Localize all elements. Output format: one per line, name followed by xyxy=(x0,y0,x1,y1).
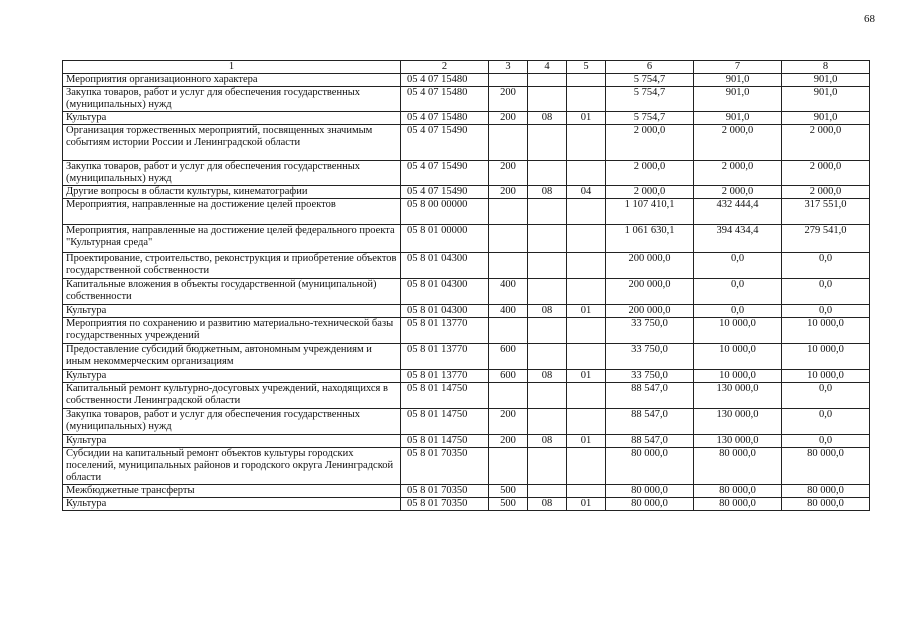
row-section-cell xyxy=(528,318,567,344)
table-row xyxy=(63,344,870,370)
row-value-cell: 80 000,0 xyxy=(782,448,870,485)
row-subsection-cell: 01 xyxy=(567,305,606,318)
row-value-cell: 200 000,0 xyxy=(606,253,694,279)
row-subsection-cell xyxy=(567,125,606,161)
row-value-cell: 0,0 xyxy=(782,409,870,435)
row-subsection-cell: 01 xyxy=(567,370,606,383)
row-value-cell: 0,0 xyxy=(782,253,870,279)
table-row xyxy=(63,199,870,225)
row-name-cell: Мероприятия, направленные на достижение целей федерального проекта "Культурная среда" xyxy=(63,225,401,253)
column-header: 5 xyxy=(567,61,606,74)
table-row xyxy=(63,448,870,485)
row-code-cell: 05 8 01 04300 xyxy=(401,305,489,318)
row-value-cell: 80 000,0 xyxy=(782,498,870,511)
row-section-cell xyxy=(528,279,567,305)
row-type-cell xyxy=(489,383,528,409)
row-subsection-cell xyxy=(567,253,606,279)
row-type-cell xyxy=(489,318,528,344)
row-value-cell: 10 000,0 xyxy=(782,344,870,370)
row-value-cell: 901,0 xyxy=(782,87,870,112)
row-value-cell: 5 754,7 xyxy=(606,74,694,87)
row-value-cell: 80 000,0 xyxy=(606,448,694,485)
row-name-cell: Предоставление субсидий бюджетным, автономным учреждениям и иным некоммерческим организациям xyxy=(63,344,401,370)
row-value-cell: 33 750,0 xyxy=(606,370,694,383)
row-value-cell: 1 061 630,1 xyxy=(606,225,694,253)
row-value-cell: 5 754,7 xyxy=(606,112,694,125)
row-value-cell: 0,0 xyxy=(782,383,870,409)
row-value-cell: 2 000,0 xyxy=(694,161,782,186)
row-value-cell: 432 444,4 xyxy=(694,199,782,225)
row-section-cell xyxy=(528,448,567,485)
table-row xyxy=(63,305,870,318)
row-name-cell: Закупка товаров, работ и услуг для обеспечения государственных (муниципальных) нужд xyxy=(63,409,401,435)
column-header: 3 xyxy=(489,61,528,74)
row-code-cell: 05 4 07 15480 xyxy=(401,112,489,125)
row-subsection-cell xyxy=(567,279,606,305)
row-value-cell: 394 434,4 xyxy=(694,225,782,253)
row-section-cell: 08 xyxy=(528,112,567,125)
row-name-cell: Мероприятия организационного характера xyxy=(63,74,401,87)
row-value-cell: 130 000,0 xyxy=(694,435,782,448)
row-value-cell: 0,0 xyxy=(694,253,782,279)
row-value-cell: 901,0 xyxy=(782,112,870,125)
row-code-cell: 05 8 01 14750 xyxy=(401,435,489,448)
row-subsection-cell: 04 xyxy=(567,186,606,199)
row-value-cell: 2 000,0 xyxy=(694,125,782,161)
row-section-cell xyxy=(528,161,567,186)
row-section-cell xyxy=(528,485,567,498)
row-type-cell xyxy=(489,74,528,87)
row-name-cell: Проектирование, строительство, реконструкция и приобретение объектов государственной собственности xyxy=(63,253,401,279)
row-type-cell: 200 xyxy=(489,112,528,125)
budget-table xyxy=(62,60,870,511)
row-type-cell: 200 xyxy=(489,87,528,112)
row-subsection-cell: 01 xyxy=(567,435,606,448)
row-section-cell: 08 xyxy=(528,305,567,318)
row-type-cell: 200 xyxy=(489,409,528,435)
row-name-cell: Капитальные вложения в объекты государственной (муниципальной) собственности xyxy=(63,279,401,305)
row-value-cell: 10 000,0 xyxy=(694,370,782,383)
row-subsection-cell xyxy=(567,448,606,485)
table-row xyxy=(63,383,870,409)
row-code-cell: 05 8 01 14750 xyxy=(401,383,489,409)
table-row xyxy=(63,485,870,498)
row-section-cell xyxy=(528,199,567,225)
column-header: 8 xyxy=(782,61,870,74)
row-code-cell: 05 8 01 14750 xyxy=(401,409,489,435)
table-row xyxy=(63,87,870,112)
row-subsection-cell: 01 xyxy=(567,498,606,511)
row-value-cell: 5 754,7 xyxy=(606,87,694,112)
row-name-cell: Мероприятия по сохранению и развитию материально-технической базы государственных учреждений xyxy=(63,318,401,344)
row-value-cell: 80 000,0 xyxy=(694,498,782,511)
row-value-cell: 2 000,0 xyxy=(782,186,870,199)
row-section-cell xyxy=(528,409,567,435)
row-name-cell: Капитальный ремонт культурно-досуговых учреждений, находящихся в собственности Ленинградской области xyxy=(63,383,401,409)
row-subsection-cell xyxy=(567,383,606,409)
row-type-cell: 500 xyxy=(489,498,528,511)
row-value-cell: 130 000,0 xyxy=(694,409,782,435)
row-name-cell: Закупка товаров, работ и услуг для обеспечения государственных (муниципальных) нужд xyxy=(63,87,401,112)
row-code-cell: 05 4 07 15480 xyxy=(401,74,489,87)
row-type-cell: 400 xyxy=(489,305,528,318)
row-name-cell: Межбюджетные трансферты xyxy=(63,485,401,498)
table-row xyxy=(63,370,870,383)
row-type-cell: 500 xyxy=(489,485,528,498)
row-section-cell xyxy=(528,344,567,370)
page-number: 68 xyxy=(864,13,875,25)
row-value-cell: 0,0 xyxy=(782,305,870,318)
row-value-cell: 2 000,0 xyxy=(606,161,694,186)
row-code-cell: 05 8 01 13770 xyxy=(401,344,489,370)
row-code-cell: 05 8 01 13770 xyxy=(401,370,489,383)
column-header: 1 xyxy=(63,61,401,74)
row-value-cell: 901,0 xyxy=(694,87,782,112)
row-subsection-cell xyxy=(567,199,606,225)
row-value-cell: 88 547,0 xyxy=(606,383,694,409)
row-subsection-cell xyxy=(567,485,606,498)
row-code-cell: 05 8 01 70350 xyxy=(401,498,489,511)
row-name-cell: Субсидии на капитальный ремонт объектов культуры городских поселений, муниципальных районов и городского округа Ленинградской области xyxy=(63,448,401,485)
row-code-cell: 05 8 01 00000 xyxy=(401,225,489,253)
row-value-cell: 0,0 xyxy=(782,435,870,448)
row-code-cell: 05 8 01 70350 xyxy=(401,485,489,498)
row-value-cell: 200 000,0 xyxy=(606,305,694,318)
row-value-cell: 2 000,0 xyxy=(782,125,870,161)
row-value-cell: 901,0 xyxy=(782,74,870,87)
row-subsection-cell: 01 xyxy=(567,112,606,125)
row-name-cell: Культура xyxy=(63,305,401,318)
row-section-cell xyxy=(528,87,567,112)
row-type-cell xyxy=(489,225,528,253)
row-value-cell: 2 000,0 xyxy=(694,186,782,199)
column-header: 4 xyxy=(528,61,567,74)
row-value-cell: 279 541,0 xyxy=(782,225,870,253)
row-value-cell: 317 551,0 xyxy=(782,199,870,225)
row-value-cell: 1 107 410,1 xyxy=(606,199,694,225)
row-value-cell: 88 547,0 xyxy=(606,435,694,448)
row-value-cell: 2 000,0 xyxy=(606,125,694,161)
row-name-cell: Культура xyxy=(63,435,401,448)
row-subsection-cell xyxy=(567,225,606,253)
row-type-cell: 400 xyxy=(489,279,528,305)
row-code-cell: 05 8 00 00000 xyxy=(401,199,489,225)
table-row xyxy=(63,125,870,161)
row-value-cell: 901,0 xyxy=(694,74,782,87)
table-row xyxy=(63,279,870,305)
row-name-cell: Закупка товаров, работ и услуг для обеспечения государственных (муниципальных) нужд xyxy=(63,161,401,186)
column-header: 2 xyxy=(401,61,489,74)
row-value-cell: 88 547,0 xyxy=(606,409,694,435)
row-subsection-cell xyxy=(567,409,606,435)
row-code-cell: 05 4 07 15490 xyxy=(401,125,489,161)
row-value-cell: 200 000,0 xyxy=(606,279,694,305)
row-section-cell xyxy=(528,383,567,409)
column-header: 7 xyxy=(694,61,782,74)
row-value-cell: 80 000,0 xyxy=(782,485,870,498)
row-name-cell: Организация торжественных мероприятий, посвященных значимым событиям истории России и Ленинградской области xyxy=(63,125,401,161)
row-type-cell xyxy=(489,199,528,225)
row-value-cell: 33 750,0 xyxy=(606,318,694,344)
row-type-cell: 200 xyxy=(489,161,528,186)
row-code-cell: 05 8 01 70350 xyxy=(401,448,489,485)
row-type-cell: 600 xyxy=(489,344,528,370)
table-row xyxy=(63,74,870,87)
row-value-cell: 0,0 xyxy=(694,305,782,318)
row-type-cell xyxy=(489,448,528,485)
row-value-cell: 10 000,0 xyxy=(782,318,870,344)
row-name-cell: Другие вопросы в области культуры, кинематографии xyxy=(63,186,401,199)
table-row xyxy=(63,161,870,186)
row-name-cell: Культура xyxy=(63,112,401,125)
column-header: 6 xyxy=(606,61,694,74)
table-row xyxy=(63,253,870,279)
row-type-cell: 200 xyxy=(489,435,528,448)
row-subsection-cell xyxy=(567,318,606,344)
row-section-cell xyxy=(528,74,567,87)
row-subsection-cell xyxy=(567,87,606,112)
row-section-cell: 08 xyxy=(528,186,567,199)
table-row xyxy=(63,498,870,511)
row-value-cell: 2 000,0 xyxy=(782,161,870,186)
row-code-cell: 05 4 07 15480 xyxy=(401,87,489,112)
row-value-cell: 80 000,0 xyxy=(694,448,782,485)
table-row xyxy=(63,112,870,125)
row-value-cell: 901,0 xyxy=(694,112,782,125)
row-name-cell: Культура xyxy=(63,370,401,383)
row-subsection-cell xyxy=(567,161,606,186)
row-type-cell xyxy=(489,253,528,279)
row-value-cell: 0,0 xyxy=(694,279,782,305)
row-value-cell: 10 000,0 xyxy=(694,344,782,370)
table-row xyxy=(63,225,870,253)
row-subsection-cell xyxy=(567,74,606,87)
row-value-cell: 80 000,0 xyxy=(606,498,694,511)
row-value-cell: 2 000,0 xyxy=(606,186,694,199)
table-row xyxy=(63,318,870,344)
row-value-cell: 10 000,0 xyxy=(694,318,782,344)
row-value-cell: 80 000,0 xyxy=(694,485,782,498)
row-code-cell: 05 8 01 04300 xyxy=(401,253,489,279)
row-value-cell: 130 000,0 xyxy=(694,383,782,409)
row-type-cell: 200 xyxy=(489,186,528,199)
row-section-cell xyxy=(528,253,567,279)
row-value-cell: 80 000,0 xyxy=(606,485,694,498)
row-section-cell xyxy=(528,125,567,161)
row-code-cell: 05 8 01 04300 xyxy=(401,279,489,305)
table-row xyxy=(63,409,870,435)
row-name-cell: Мероприятия, направленные на достижение целей проектов xyxy=(63,199,401,225)
row-value-cell: 33 750,0 xyxy=(606,344,694,370)
row-section-cell: 08 xyxy=(528,370,567,383)
row-value-cell: 10 000,0 xyxy=(782,370,870,383)
row-type-cell: 600 xyxy=(489,370,528,383)
row-section-cell xyxy=(528,225,567,253)
row-name-cell: Культура xyxy=(63,498,401,511)
row-code-cell: 05 4 07 15490 xyxy=(401,186,489,199)
row-code-cell: 05 4 07 15490 xyxy=(401,161,489,186)
table-row xyxy=(63,186,870,199)
table-row xyxy=(63,435,870,448)
row-code-cell: 05 8 01 13770 xyxy=(401,318,489,344)
row-value-cell: 0,0 xyxy=(782,279,870,305)
row-subsection-cell xyxy=(567,344,606,370)
row-section-cell: 08 xyxy=(528,498,567,511)
row-type-cell xyxy=(489,125,528,161)
row-section-cell: 08 xyxy=(528,435,567,448)
header-row xyxy=(63,61,870,74)
